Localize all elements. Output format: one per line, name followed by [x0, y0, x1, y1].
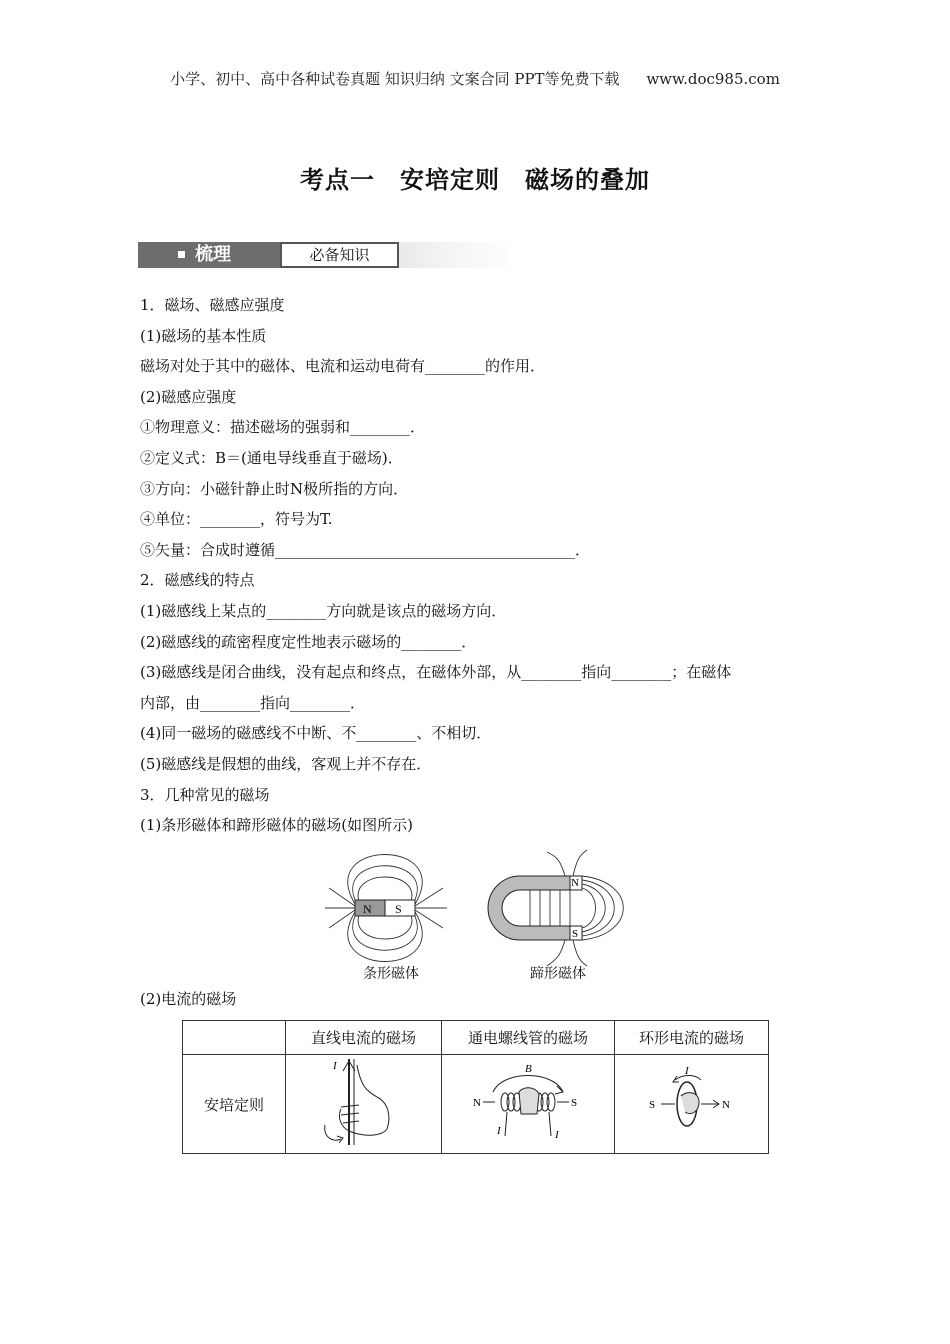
horseshoe-magnet-caption: 蹄形磁体 [530, 966, 586, 982]
text-line: 1．磁场、磁感应强度 [140, 296, 285, 314]
solenoid-cell [442, 1055, 615, 1154]
solenoid-n-label: N [473, 1097, 481, 1109]
text-line: 2．磁感线的特点 [140, 571, 255, 590]
content-body [140, 290, 815, 841]
text-line: 内部，由________指向________． [140, 693, 366, 712]
straight-wire-hand-icon [319, 1057, 409, 1147]
text-line: ⑤矢量：合成时遵循________________________________________． [140, 540, 591, 559]
text-line: (2)磁感应强度 [140, 387, 237, 406]
straight-current-cell [286, 1055, 442, 1154]
banner-dark [138, 242, 280, 268]
text-line: (1)磁场的基本性质 [140, 326, 267, 345]
text-line: 3．几种常见的磁场 [140, 785, 270, 804]
text-line: (3)磁感线是闭合曲线，没有起点和终点，在磁体外部，从________指向________；在磁体 [140, 663, 732, 682]
row-label: 安培定则 [183, 1055, 286, 1154]
bar-magnet-caption: 条形磁体 [363, 966, 419, 982]
bar-s-label: S [395, 902, 402, 916]
text-line: (1)磁感线上某点的________方向就是该点的磁场方向． [140, 601, 507, 620]
solenoid-s-label: S [571, 1097, 578, 1109]
magnet-figure [315, 848, 645, 983]
text-line: (2)磁感线的疏密程度定性地表示磁场的________． [140, 632, 477, 651]
loop-hand-icon [647, 1062, 737, 1142]
section-banner [138, 240, 518, 272]
horseshoe-n-label: N [571, 877, 579, 889]
solenoid-i-label-right: I [555, 1129, 559, 1141]
text-line: ④单位：________，符号为T. [140, 510, 333, 529]
text-line: ③方向：小磁针静止时N极所指的方向． [140, 479, 409, 498]
b-label: B [525, 1063, 532, 1075]
text-line: (1)条形磁体和蹄形磁体的磁场(如图所示) [140, 816, 413, 835]
loop-i-label: I [684, 1065, 689, 1077]
table-header-cell: 环形电流的磁场 [615, 1021, 769, 1055]
horseshoe-field-lines [530, 850, 623, 966]
solenoid-i-label-left: I [497, 1125, 501, 1137]
solenoid-hand-icon [473, 1062, 583, 1142]
text-line: 磁场对处于其中的磁体、电流和运动电荷有________的作用． [140, 357, 546, 376]
page-header [0, 68, 950, 89]
horseshoe-magnet [488, 876, 582, 940]
table-row [183, 1055, 769, 1154]
header-site: www.doc985.com [646, 70, 780, 88]
current-field-table [182, 1020, 769, 1154]
page-title: 考点一 安培定则 磁场的叠加 [300, 165, 650, 194]
table-header-cell [183, 1021, 286, 1055]
text-line: (4)同一磁场的磁感线不中断、不________、不相切． [140, 724, 492, 743]
text-line: ①物理意义：描述磁场的强弱和________． [140, 418, 426, 437]
horseshoe-s-label: S [572, 928, 579, 940]
banner-left-label: 梳理 [195, 244, 231, 265]
loop-s-label: S [648, 1099, 655, 1111]
current-label: I [332, 1060, 337, 1072]
text-line: (5)磁感线是假想的曲线，客观上并不存在． [140, 754, 432, 773]
loop-current-cell [615, 1055, 769, 1154]
square-icon [178, 251, 185, 258]
bar-n-label: N [363, 902, 372, 916]
table-header-cell: 通电螺线管的磁场 [442, 1021, 615, 1055]
header-text: 小学、初中、高中各种试卷真题 知识归纳 文案合同 PPT等免费下载 [170, 70, 620, 88]
banner-right-label: 必备知识 [280, 242, 399, 268]
text-line: ②定义式：B＝(通电导线垂直于磁场)． [140, 448, 403, 467]
loop-n-label: N [721, 1099, 730, 1111]
table-header-row [183, 1021, 769, 1055]
section-current-fields: (2)电流的磁场 [140, 990, 237, 1008]
table-header-cell: 直线电流的磁场 [286, 1021, 442, 1055]
